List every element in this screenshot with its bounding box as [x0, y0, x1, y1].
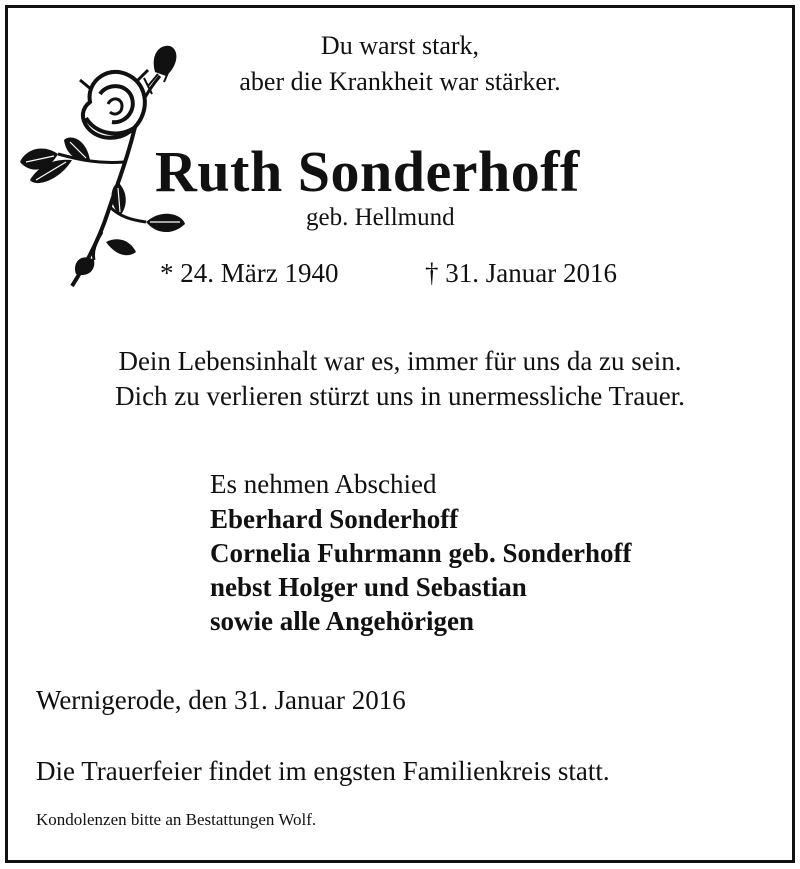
deceased-name: Ruth Sonderhoff [155, 139, 580, 204]
maiden-name: geb. Hellmund [306, 204, 455, 231]
mourner-1: Eberhard Sonderhoff [210, 504, 459, 534]
farewell-intro: Es nehmen Abschied [210, 469, 437, 499]
service-note: Die Trauerfeier findet im engsten Familienkreis statt. [36, 756, 610, 786]
verse-line-1: Dein Lebensinhalt war es, immer für uns da zu sein. [118, 346, 682, 376]
birth-date: * 24. März 1940 [160, 258, 339, 288]
verse-top-line-1: Du warst stark, [320, 31, 480, 60]
mourner-3: nebst Holger und Sebastian [210, 572, 527, 602]
verse-line-2: Dich zu verlieren stürzt uns in unermessliche Trauer. [115, 381, 685, 411]
mourner-2: Cornelia Fuhrmann geb. Sonderhoff [210, 538, 632, 568]
place-date: Wernigerode, den 31. Januar 2016 [36, 685, 406, 715]
mourner-4: sowie alle Angehörigen [210, 606, 474, 636]
verse-top-line-2: aber die Krankheit war stärker. [239, 67, 561, 96]
death-date: † 31. Januar 2016 [425, 258, 617, 288]
condolences-note: Kondolenzen bitte an Bestattungen Wolf. [36, 810, 317, 829]
